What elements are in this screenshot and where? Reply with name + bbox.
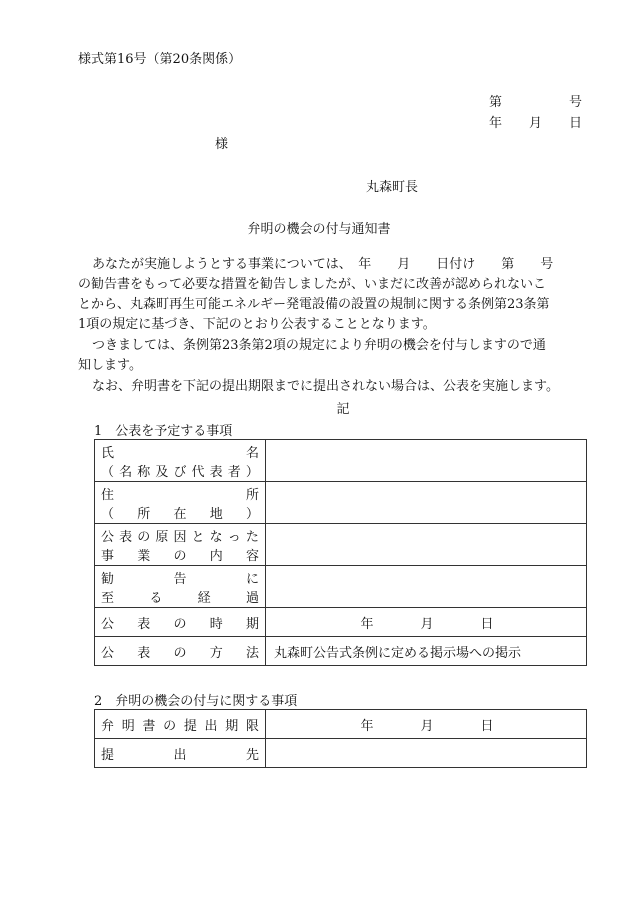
section-1-table	[94, 439, 587, 666]
label-char: の	[173, 616, 187, 632]
label-char: 事	[101, 548, 115, 564]
label-char: 出	[173, 747, 187, 763]
label-char: 原	[155, 529, 169, 545]
label-char: 勧	[101, 571, 115, 587]
label-char: 表	[209, 464, 223, 480]
label-char: 過	[245, 590, 259, 606]
table-row	[95, 608, 587, 637]
label-char: の	[173, 645, 187, 661]
form-number: 様式第16号（第20条関係）	[78, 52, 242, 67]
table-row	[95, 482, 587, 524]
date-month: 月	[420, 718, 434, 734]
label-char: 所	[245, 487, 259, 503]
label-char: の	[173, 548, 187, 564]
label-char: 者	[227, 464, 241, 480]
addressee-suffix: 様	[215, 137, 229, 152]
label-char: 公	[101, 616, 115, 632]
table-row	[95, 739, 587, 768]
label-char: 名	[119, 464, 133, 480]
label-char: 氏	[101, 445, 115, 461]
paragraph-1	[78, 255, 590, 335]
value-process[interactable]	[266, 566, 587, 608]
label-char: （	[101, 506, 115, 522]
paragraph-3-line: なお、弁明書を下記の提出期限までに提出されない場合は、公表を実施します。	[92, 379, 559, 394]
label-char: 期	[245, 616, 259, 632]
label-char: 公	[101, 645, 115, 661]
issuer: 丸森町長	[366, 180, 419, 195]
date-day: 日	[568, 116, 582, 131]
label-char: 提	[183, 718, 197, 734]
label-char: と	[191, 529, 205, 545]
section-1-heading: 1 公表を予定する事項	[94, 424, 233, 439]
label-char: 方	[209, 645, 223, 661]
number-prefix: 第	[489, 95, 503, 110]
date-month: 月	[528, 116, 542, 131]
table-row	[95, 637, 587, 666]
value-destination[interactable]	[266, 739, 587, 768]
label-char: 名	[245, 445, 259, 461]
label-destination	[95, 739, 266, 768]
label-char: び	[173, 464, 187, 480]
value-method: 丸森町公告式条例に定める掲示場への掲示	[266, 637, 587, 666]
label-char: 及	[155, 464, 169, 480]
paragraph-2-line: 知します。	[78, 358, 142, 373]
paragraph-2-line: つきましては、条例第23条第2項の規定により弁明の機会を付与しますので通	[92, 338, 546, 353]
value-cause[interactable]	[266, 524, 587, 566]
table-row	[95, 524, 587, 566]
value-timing[interactable]	[266, 608, 587, 637]
label-char: 地	[209, 506, 223, 522]
label-char: 限	[245, 718, 259, 734]
value-address[interactable]	[266, 482, 587, 524]
label-char: 出	[204, 718, 218, 734]
number-suffix: 号	[568, 95, 582, 110]
label-char: 至	[101, 590, 115, 606]
label-char: た	[245, 529, 259, 545]
paragraph-1-line: あなたが実施しようとする事業については、 年 月 日付け 第 号	[92, 257, 554, 272]
paragraph-1-line: とから、丸森町再生可能エネルギー発電設備の設置の規制に関する条例第23条第	[78, 297, 550, 312]
label-char: 先	[245, 747, 259, 763]
label-char: 内	[209, 548, 223, 564]
section-2-table	[94, 709, 587, 768]
label-char: ）	[245, 464, 259, 480]
label-char: 表	[137, 616, 151, 632]
label-char: 称	[137, 464, 151, 480]
date-year: 年	[360, 718, 374, 734]
label-deadline	[95, 710, 266, 739]
label-process	[95, 566, 266, 608]
label-char: 明	[121, 718, 135, 734]
label-char: 在	[173, 506, 187, 522]
label-char: の	[163, 718, 177, 734]
label-name	[95, 440, 266, 482]
paragraph-1-line: 1項の規定に基づき、下記のとおり公表することとなります。	[78, 317, 436, 332]
table-row	[95, 710, 587, 739]
date-day: 日	[480, 718, 494, 734]
label-char: に	[245, 571, 259, 587]
ki-label: 記	[336, 402, 350, 417]
label-char: っ	[227, 529, 241, 545]
label-char: る	[149, 590, 163, 606]
label-char: 因	[173, 529, 187, 545]
section-2-heading: 2 弁明の機会の付与に関する事項	[94, 694, 298, 709]
label-char: 経	[197, 590, 211, 606]
table-row	[95, 566, 587, 608]
label-char: 書	[142, 718, 156, 734]
label-char: 提	[101, 747, 115, 763]
label-char: 時	[209, 616, 223, 632]
label-char: ）	[245, 506, 259, 522]
label-char: 期	[225, 718, 239, 734]
value-deadline[interactable]	[266, 710, 587, 739]
table-row	[95, 440, 587, 482]
date-year: 年	[360, 616, 374, 632]
date-line	[489, 112, 582, 131]
label-char: 住	[101, 487, 115, 503]
paragraph-2	[78, 336, 590, 376]
label-char: な	[209, 529, 223, 545]
label-char: 法	[245, 645, 259, 661]
label-char: 表	[119, 529, 133, 545]
label-timing	[95, 608, 266, 637]
label-char: 所	[137, 506, 151, 522]
label-address	[95, 482, 266, 524]
label-cause	[95, 524, 266, 566]
label-method	[95, 637, 266, 666]
date-day: 日	[480, 616, 494, 632]
label-char: 容	[245, 548, 259, 564]
date-year: 年	[489, 116, 503, 131]
date-month: 月	[420, 616, 434, 632]
number-line	[489, 91, 582, 110]
document-title: 弁明の機会の付与通知書	[247, 222, 391, 237]
paragraph-3	[78, 377, 590, 397]
label-char: 公	[101, 529, 115, 545]
label-char: 表	[137, 645, 151, 661]
label-char: の	[137, 529, 151, 545]
label-char: 告	[173, 571, 187, 587]
label-char: 弁	[101, 718, 115, 734]
label-char: 代	[191, 464, 205, 480]
label-char: 業	[137, 548, 151, 564]
value-name[interactable]	[266, 440, 587, 482]
paragraph-1-line: の勧告書をもって必要な措置を勧告しましたが、いまだに改善が認められないこ	[78, 277, 547, 292]
label-char: （	[101, 464, 115, 480]
